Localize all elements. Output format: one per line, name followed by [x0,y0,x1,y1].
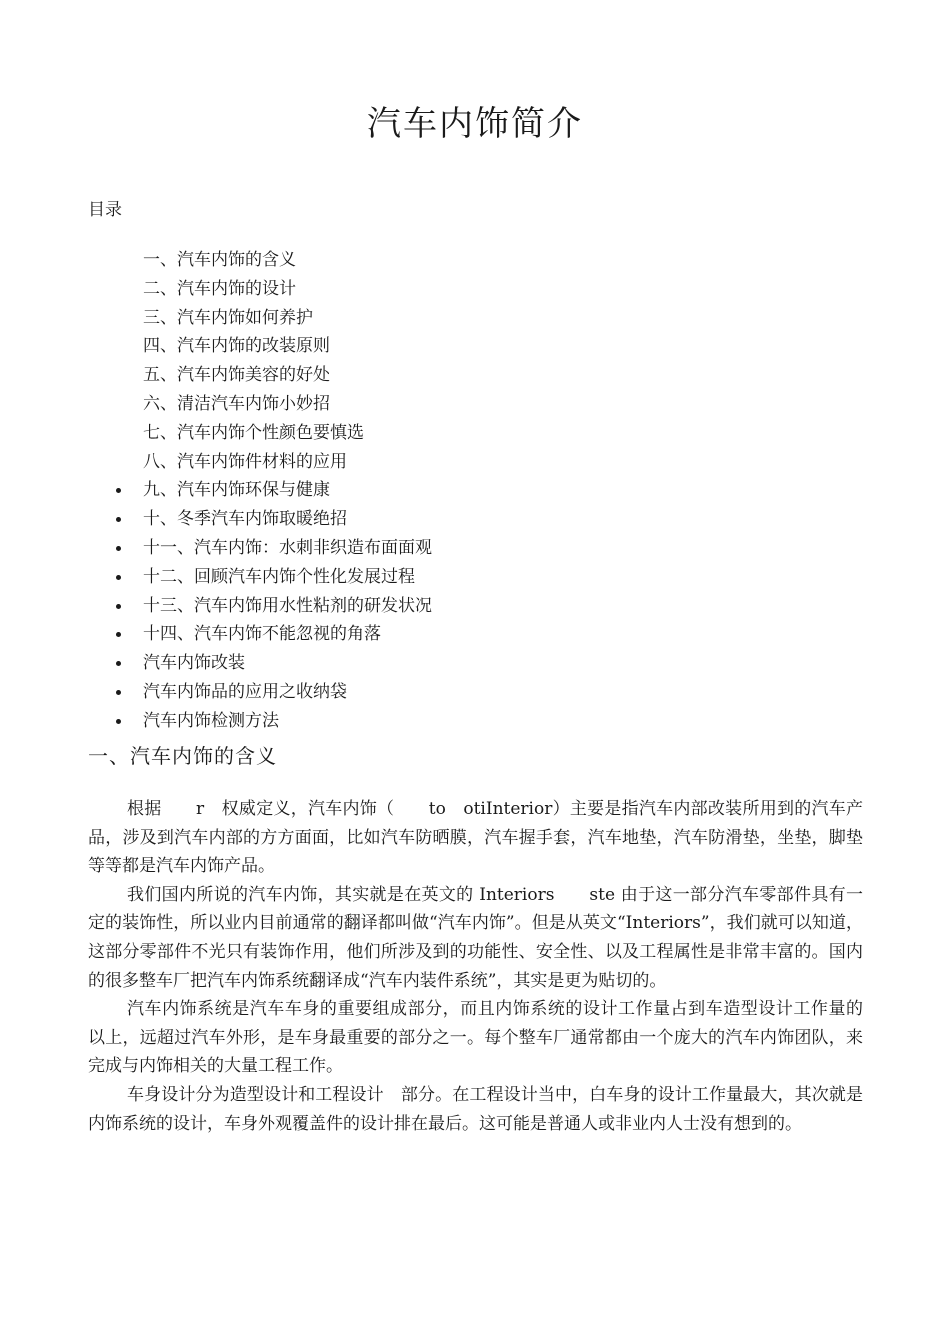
document-title: 汽车内饰简介 [367,104,583,144]
toc-item-label: 十一、汽车内饰：水刺非织造布面面观 [143,537,432,558]
paragraph: 车身设计分为造型设计和工程设计 部分。在工程设计当中，白车身的设计工作量最大，其次就是内饰系统的设计，车身外观覆盖件的设计排在最后。这可能是普通人或非业内人士没有想到的。 [88,1084,863,1134]
toc-item-label: 七、汽车内饰个性颜色要慎选 [143,422,364,443]
toc-item[interactable] [0,332,950,361]
toc-item[interactable] [0,246,950,275]
section-body [88,795,897,1138]
toc-item[interactable] [0,448,950,477]
toc-item-label: 八、汽车内饰件材料的应用 [143,451,347,472]
paragraph: 汽车内饰系统是汽车车身的重要组成部分，而且内饰系统的设计工作量占到车造型设计工作量的 以上，远超过汽车外形，是车身最重要的部分之一。每个整车厂通常都由一个庞大的汽车内饰团队，来完成与内饰相关的大量工程工作。 [88,999,897,1077]
toc-item-label: 五、汽车内饰美容的好处 [143,365,330,386]
toc-item[interactable] [0,620,950,649]
toc-item-label: 十、冬季汽车内饰取暖绝招 [143,509,347,530]
paragraph: 我们国内所说的汽车内饰，其实就是在英文的 Interiors ste 由于这一部分汽车零部件具有一定的装饰性，所以业内目前通常的翻译都叫做“汽车内饰”。但是从英文“Interiors”，我们就可以知道，这部分零部件不光只有装饰作用，他们所涉及到的功能性、安全性、以及工程属性是非常丰富的。国内的很多整车厂把汽车内饰系统翻译成“汽车内装件系统”，其实是更为贴切的。 [88,884,863,991]
toc-item[interactable] [0,275,950,304]
toc-heading: 目录 [88,200,122,220]
bullet-icon [116,661,121,666]
toc-item-label: 九、汽车内饰环保与健康 [143,480,330,501]
toc-item-label: 六、清洁汽车内饰小妙招 [143,393,330,414]
toc-item[interactable] [0,649,950,678]
bullet-icon [116,690,121,695]
bullet-icon [116,719,121,724]
toc-item[interactable] [0,592,950,621]
paragraph: 根据 r 权威定义，汽车内饰（ to otiInterior）主要是指汽车内部改装所用到的汽车产品，涉及到汽车内部的方方面面，比如汽车防晒膜，汽车握手套，汽车地垫，汽车防滑垫，坐垫，脚垫等等都是汽车内饰产品。 [88,799,863,877]
toc-item-label: 十三、汽车内饰用水性粘剂的研发状况 [143,595,432,616]
bullet-icon [116,604,121,609]
toc-item-label: 汽车内饰品的应用之收纳袋 [143,681,347,702]
toc-item-label: 二、汽车内饰的设计 [143,278,296,299]
toc-item-label: 四、汽车内饰的改装原则 [143,336,330,357]
toc-item-label: 汽车内饰改装 [143,653,245,674]
toc-item[interactable] [0,678,950,707]
section-heading: 一、汽车内饰的含义 [88,744,277,768]
toc-item[interactable] [0,361,950,390]
toc-item-label: 十二、回顾汽车内饰个性化发展过程 [143,566,415,587]
toc-item-label: 汽车内饰检测方法 [143,710,279,731]
toc-item[interactable] [0,419,950,448]
toc-item[interactable] [0,390,950,419]
toc-item-label: 一、汽车内饰的含义 [143,250,296,270]
toc-item-label: 十四、汽车内饰不能忽视的角落 [143,624,381,645]
bullet-icon [116,632,121,637]
table-of-contents [0,246,950,736]
bullet-icon [116,517,121,522]
bullet-icon [116,546,121,551]
bullet-icon [116,488,121,493]
toc-item[interactable] [0,304,950,333]
toc-item[interactable] [0,534,950,563]
toc-item[interactable] [0,563,950,592]
toc-item[interactable] [0,476,950,505]
toc-item-label: 三、汽车内饰如何养护 [143,307,313,328]
toc-item[interactable] [0,707,950,736]
bullet-icon [116,575,121,580]
toc-item[interactable] [0,505,950,534]
